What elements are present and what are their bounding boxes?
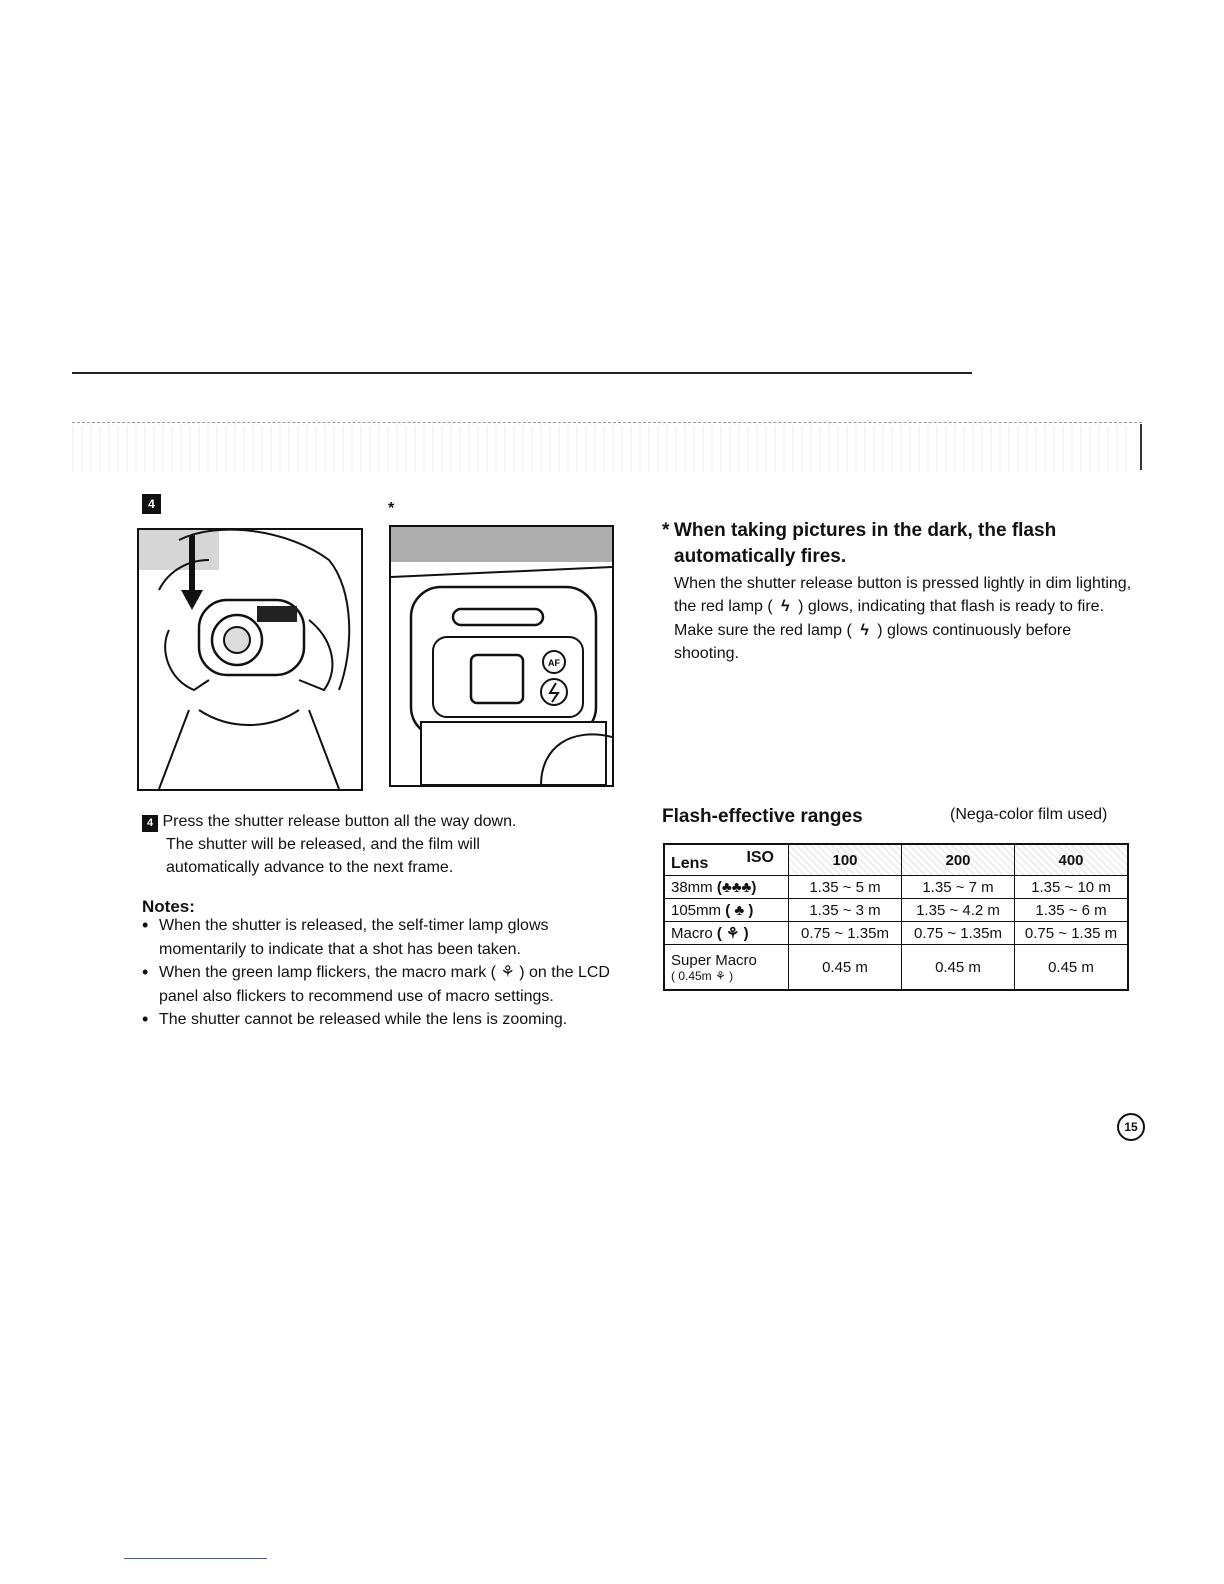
asterisk-marker: * (388, 500, 395, 517)
iso-400-header: 400 (1015, 844, 1129, 876)
range-cell: 0.45 m (789, 945, 902, 991)
step-instructions (142, 810, 602, 879)
range-cell: 1.35 ~ 6 m (1015, 899, 1129, 922)
lens-iso-header (664, 844, 789, 876)
lens-symbol: ( 0.45m ⚘ ) (671, 968, 734, 983)
lens-cell (664, 922, 789, 945)
range-cell: 0.75 ~ 1.35m (902, 922, 1015, 945)
range-cell: 1.35 ~ 5 m (789, 876, 902, 899)
table-row (664, 945, 1128, 991)
camera-user-drawing (139, 530, 361, 789)
lens-name: Super Macro (671, 951, 757, 969)
step-line-1: Press the shutter release button all the way down. (162, 813, 517, 830)
page-number: 15 (1117, 1113, 1145, 1141)
range-cell: 1.35 ~ 3 m (789, 899, 902, 922)
table-row (664, 899, 1128, 922)
lens-cell (664, 899, 789, 922)
range-cell: 0.45 m (1015, 945, 1129, 991)
lens-name: 38mm (671, 878, 713, 896)
table-row (664, 876, 1128, 899)
viewfinder-lamps-illustration (389, 525, 614, 787)
shutter-press-illustration (137, 528, 363, 791)
lens-symbol: ( ⚘ ) (716, 925, 749, 942)
step-inline-badge: 4 (142, 815, 158, 832)
camera-back-drawing (391, 527, 612, 785)
flash-ranges-table (663, 843, 1129, 991)
notes-list (142, 914, 612, 1032)
range-cell: 1.35 ~ 7 m (902, 876, 1015, 899)
dark-flash-description (674, 572, 1134, 665)
range-cell: 1.35 ~ 4.2 m (902, 899, 1015, 922)
lens-symbol: ( ♣ ) (725, 901, 754, 919)
table-note: (Nega-color film used) (950, 806, 1108, 823)
top-rule (72, 372, 972, 374)
iso-100-header: 100 (789, 844, 902, 876)
iso-200-header: 200 (902, 844, 1015, 876)
note-item: • When the green lamp flickers, the macro mark ( ⚘ ) on the LCD panel also flickers to recommend use of macro settings. (142, 961, 612, 1008)
lens-name: Macro (671, 925, 713, 942)
flash-lamp-icon: ϟ (781, 598, 790, 616)
table-title: Flash-effective ranges (662, 806, 863, 827)
step-number-badge: 4 (142, 494, 161, 514)
lens-name: 105mm (671, 901, 722, 919)
svg-text:AF: AF (548, 658, 560, 668)
range-cell: 0.75 ~ 1.35 m (1015, 922, 1129, 945)
range-cell: 0.45 m (902, 945, 1015, 991)
dotted-rule (72, 422, 1142, 423)
dark-flash-title: When taking pictures in the dark, the flash automatically fires. (674, 520, 1057, 567)
dark-flash-heading (662, 518, 1112, 570)
lens-cell (664, 876, 789, 899)
table-row (664, 922, 1128, 945)
range-cell: 1.35 ~ 10 m (1015, 876, 1129, 899)
bottom-link-line (124, 1558, 267, 1559)
right-edge-rule (1140, 424, 1142, 470)
scan-noise-band (72, 426, 1132, 472)
dark-body-part-c: ) glows continuously before shooting. (674, 621, 1072, 662)
notes-heading: Notes: (142, 897, 195, 916)
range-cell: 0.75 ~ 1.35m (789, 922, 902, 945)
step-line-2: The shutter will be released, and the film will (166, 836, 480, 853)
asterisk-marker: * (662, 520, 670, 541)
step-line-3: automatically advance to the next frame. (166, 859, 454, 876)
table-header-row (664, 844, 1128, 876)
flash-lamp-icon: ϟ (860, 621, 869, 639)
note-item: • The shutter cannot be released while the lens is zooming. (142, 1008, 612, 1032)
lens-header-label: Lens (671, 855, 709, 872)
lens-symbol: (♣♣♣) (716, 878, 757, 896)
dark-body-part-b: ) glows, indicating that flash is ready to fire. Make sure the red lamp ( (674, 598, 1105, 639)
dark-body-part-a: When the shutter release button is pressed lightly in dim lighting, the red lamp ( (674, 575, 1132, 616)
iso-header-label: ISO (746, 849, 774, 866)
note-item: • When the shutter is released, the self-timer lamp glows momentarily to indicate that a shot has been taken. (142, 914, 612, 961)
lens-cell (664, 945, 789, 991)
